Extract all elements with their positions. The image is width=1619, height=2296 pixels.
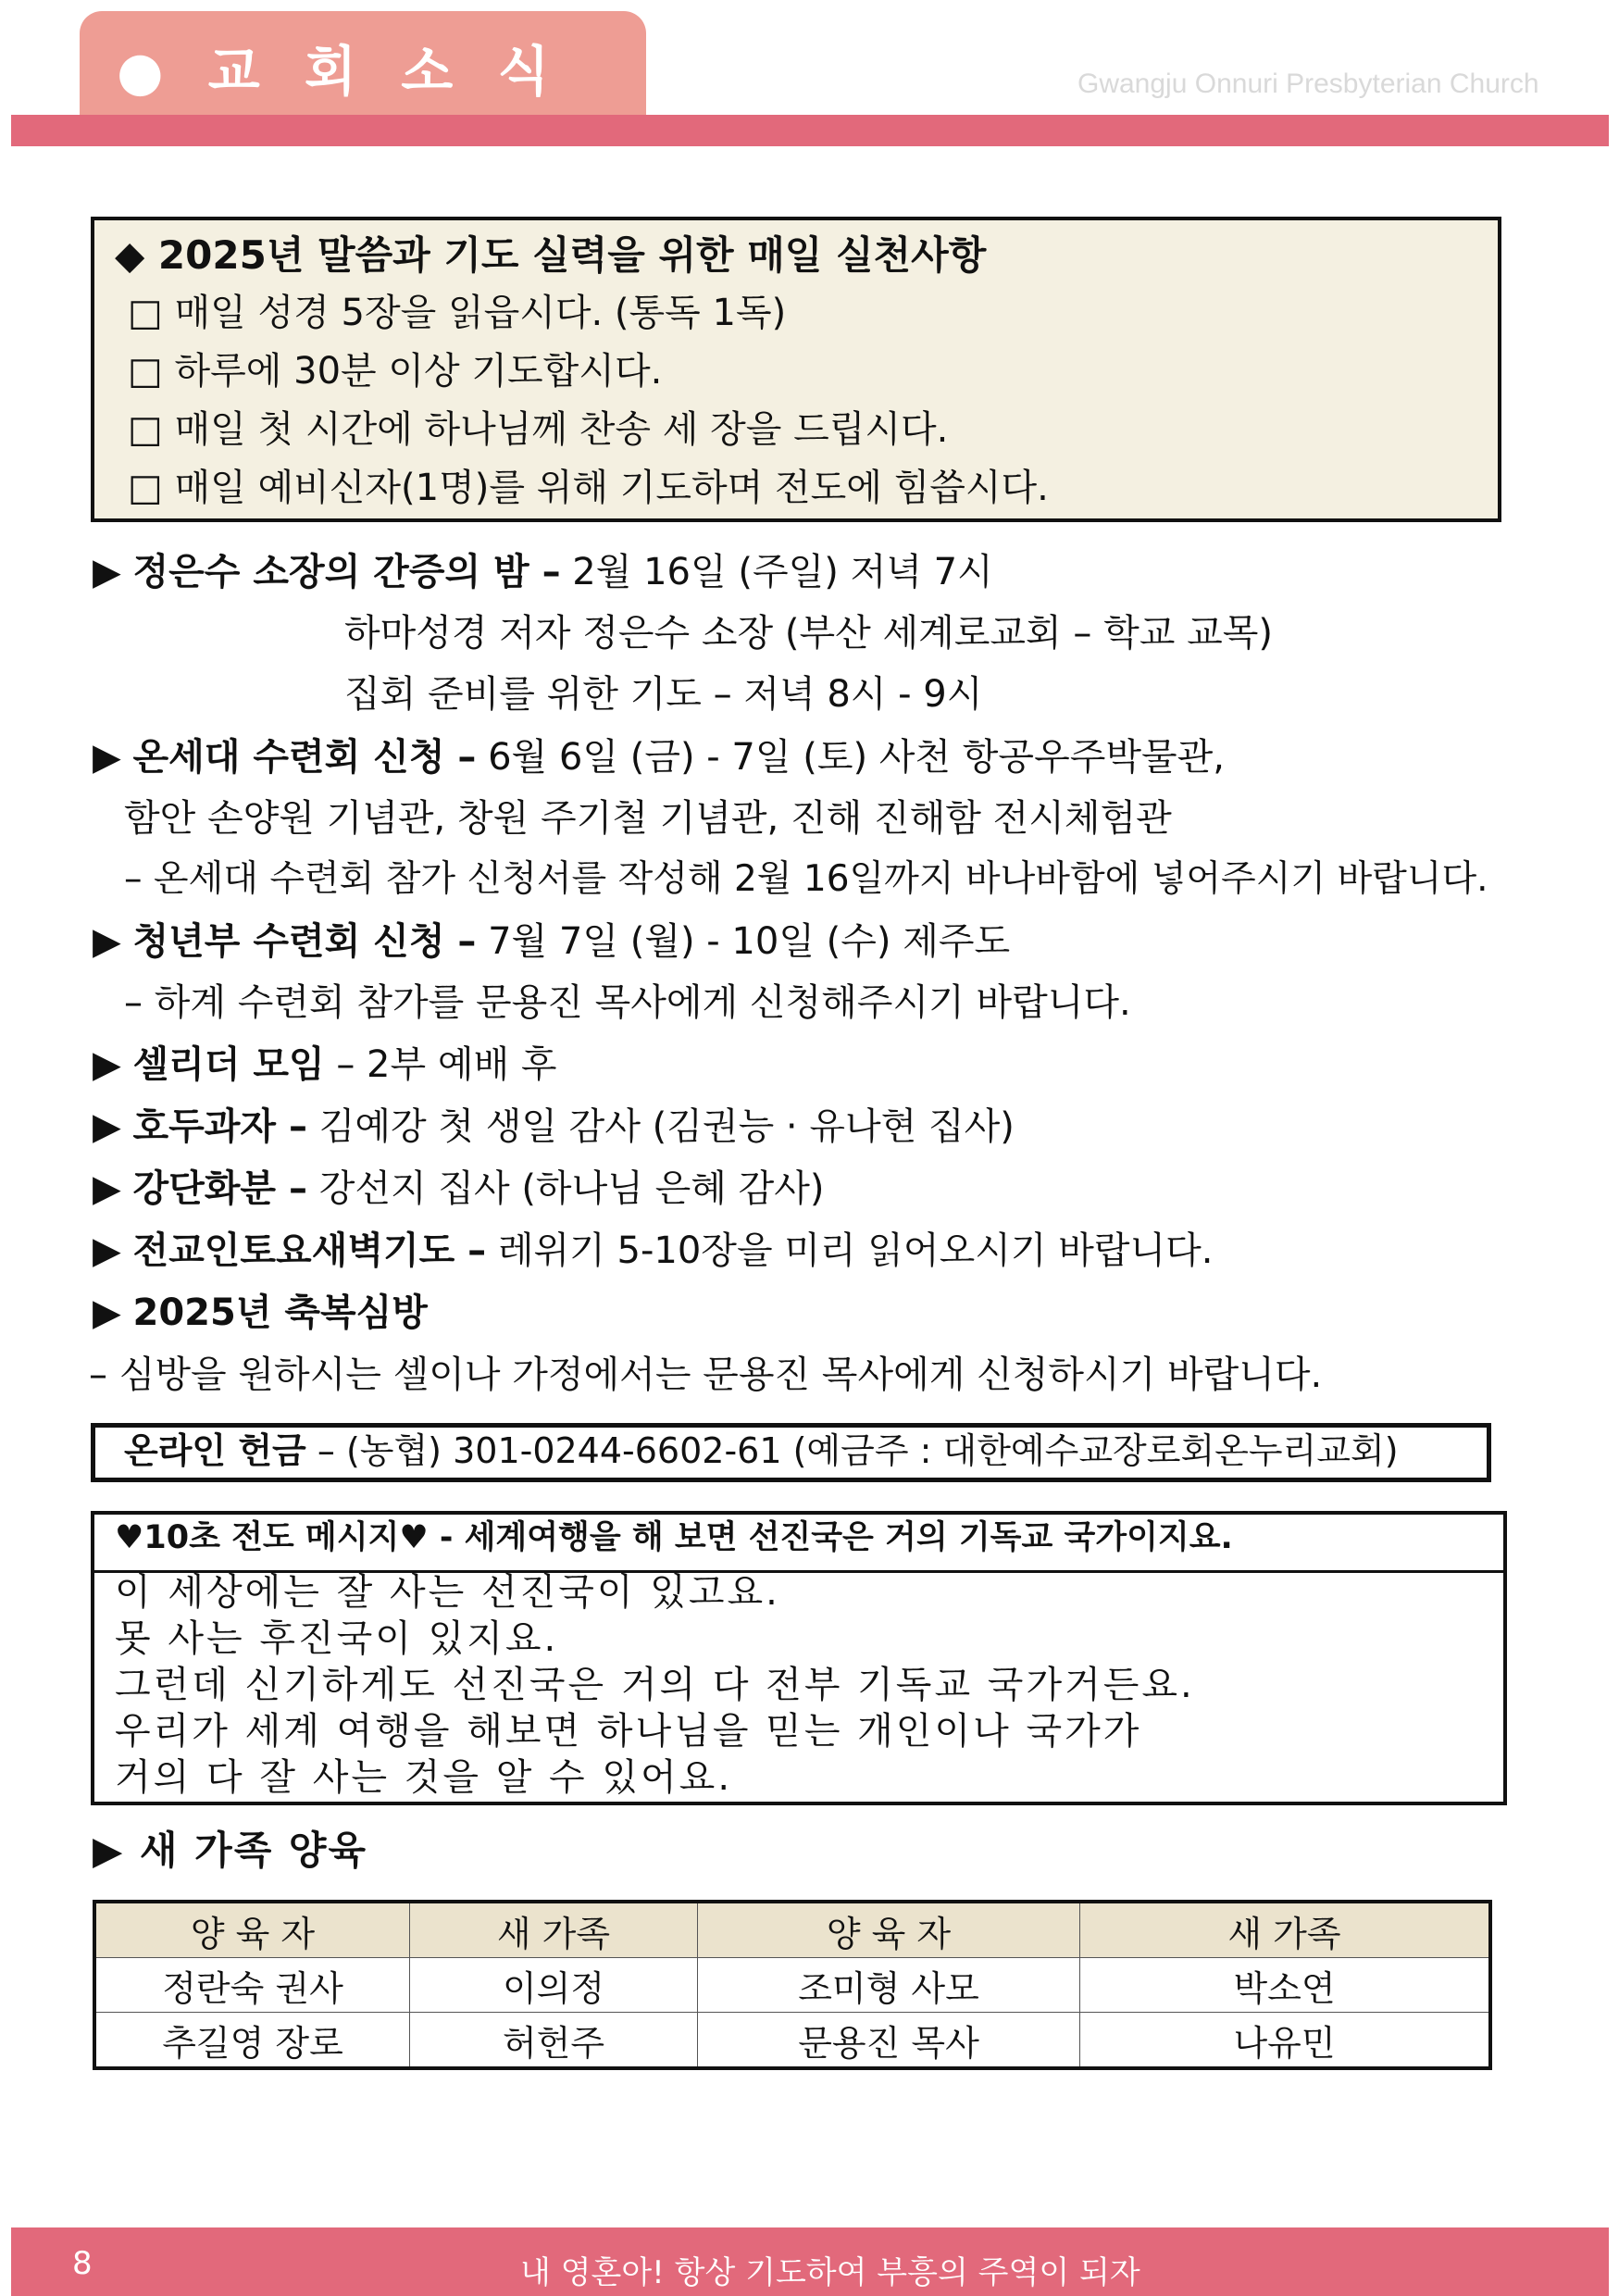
evangelism-line: 못 사는 후진국이 있지요. xyxy=(115,1617,559,1660)
news-item xyxy=(93,1043,557,1086)
news-text: 레위기 5-10장을 미리 읽어오시기 바랍니다. xyxy=(486,1229,1214,1272)
evangelism-line: 그런데 신기하게도 선진국은 거의 다 전부 기독교 국가거든요. xyxy=(115,1664,1195,1706)
news-title: 강단화분 – xyxy=(132,1167,307,1210)
news-text: 6월 6일 (금) - 7일 (토) 사천 항공우주박물관, xyxy=(476,736,1225,779)
church-name: Gwangju Onnuri Presbyterian Church xyxy=(1077,69,1539,99)
evangelism-line: 우리가 세계 여행을 해보면 하나님을 믿는 개인이나 국가가 xyxy=(115,1710,1142,1753)
table-header: 새 가족 xyxy=(1080,1902,1491,1958)
account-info: – (농협) 301-0244-6602-61 (예금주 : 대한예수교장로회온누리교회) xyxy=(305,1430,1399,1471)
page-number: 8 xyxy=(72,2245,93,2282)
table-cell: 박소연 xyxy=(1080,1958,1491,2013)
bullet-icon: ▶ xyxy=(93,1167,121,1210)
bullet-icon: ▶ xyxy=(93,736,121,779)
practice-title: ◆ 2025년 말씀과 기도 실력을 위한 매일 실천사항 xyxy=(115,232,987,278)
news-text: – 심방을 원하시는 셀이나 가정에서는 문용진 목사에게 신청하시기 바랍니다. xyxy=(89,1354,1323,1396)
news-item xyxy=(93,1292,428,1334)
practice-item: □ 매일 첫 시간에 하나님께 찬송 세 장을 드립시다. xyxy=(128,408,949,451)
news-text: 집회 준비를 위한 기도 – 저녁 8시 - 9시 xyxy=(344,673,983,716)
table-cell: 추길영 장로 xyxy=(94,2013,410,2069)
news-item xyxy=(93,736,1225,779)
bullet-icon: ▶ xyxy=(93,1229,121,1272)
news-title: 셀리더 모임 xyxy=(132,1043,325,1086)
table-cell: 허헌주 xyxy=(410,2013,698,2069)
news-text: 김예강 첫 생일 감사 (김권능 · 유나현 집사) xyxy=(306,1105,1015,1148)
bullet-icon: ▶ xyxy=(93,1292,121,1334)
bullet-icon: ▶ xyxy=(93,1043,121,1086)
news-item xyxy=(93,551,993,593)
news-title: 2025년 축복심방 xyxy=(132,1292,428,1334)
evangelism-line: 이 세상에는 잘 사는 선진국이 있고요. xyxy=(115,1571,780,1614)
table-header-row xyxy=(94,1902,1490,1958)
table-header: 양 육 자 xyxy=(698,1902,1080,1958)
table-row xyxy=(94,1958,1490,2013)
bullet-icon: ▶ xyxy=(93,920,121,963)
practice-item: □ 하루에 30분 이상 기도합시다. xyxy=(128,350,663,393)
news-text: 하마성경 저자 정은수 소장 (부산 세계로교회 – 학교 교목) xyxy=(344,612,1274,655)
table-row xyxy=(94,2013,1490,2069)
news-item xyxy=(93,1105,1015,1148)
table-header: 양 육 자 xyxy=(94,1902,410,1958)
news-text: – 2부 예배 후 xyxy=(324,1043,557,1086)
online-title: 온라인 헌금 xyxy=(124,1430,306,1471)
table-cell: 문용진 목사 xyxy=(698,2013,1080,2069)
bullet-icon: ▶ xyxy=(93,1105,121,1148)
news-item xyxy=(93,1229,1214,1272)
family-title: ▶ 새 가족 양육 xyxy=(93,1828,368,1873)
practice-item: □ 매일 예비신자(1명)를 위해 기도하며 전도에 힘씁시다. xyxy=(128,467,1049,509)
news-title: 호두과자 – xyxy=(132,1105,307,1148)
table-cell: 조미형 사모 xyxy=(698,1958,1080,2013)
news-title: 청년부 수련회 신청 – xyxy=(132,920,477,963)
practice-item: □ 매일 성경 5장을 읽읍시다. (통독 1독) xyxy=(128,292,787,334)
footer-motto: 내 영혼아! 항상 기도하여 부흥의 주역이 되자 xyxy=(520,2254,1140,2291)
news-title: 전교인토요새벽기도 – xyxy=(132,1229,487,1272)
table-cell: 정란숙 권사 xyxy=(94,1958,410,2013)
evangelism-title: ♥10초 전도 메시지♥ - 세계여행을 해 보면 선진국은 거의 기독교 국가이지요. xyxy=(115,1519,1233,1556)
header-bar xyxy=(11,115,1609,146)
section-title: ● 교 회 소 식 xyxy=(117,40,563,103)
bullet-icon: ▶ xyxy=(93,551,121,593)
news-item xyxy=(93,920,1011,963)
table-cell: 나유민 xyxy=(1080,2013,1491,2069)
news-text: 강선지 집사 (하나님 은혜 감사) xyxy=(306,1167,825,1210)
table-cell: 이의정 xyxy=(410,1958,698,2013)
news-text: 2월 16일 (주일) 저녁 7시 xyxy=(560,551,993,593)
evangelism-line: 거의 다 잘 사는 것을 알 수 있어요. xyxy=(115,1756,733,1799)
table-header: 새 가족 xyxy=(410,1902,698,1958)
news-item xyxy=(93,1167,825,1210)
news-title: 온세대 수련회 신청 – xyxy=(132,736,477,779)
news-text: 함안 손양원 기념관, 창원 주기철 기념관, 진해 진해함 전시체험관 xyxy=(124,797,1172,840)
news-text: 7월 7일 (월) - 10일 (수) 제주도 xyxy=(476,920,1011,963)
news-title: 정은수 소장의 간증의 밤 – xyxy=(132,551,561,593)
news-text: – 하계 수련회 참가를 문용진 목사에게 신청해주시기 바랍니다. xyxy=(124,981,1131,1024)
news-text: – 온세대 수련회 참가 신청서를 작성해 2월 16일까지 바나바함에 넣어주시기 바랍니다. xyxy=(124,858,1488,900)
family-table xyxy=(93,1900,1492,2070)
online-offering xyxy=(124,1430,1399,1471)
